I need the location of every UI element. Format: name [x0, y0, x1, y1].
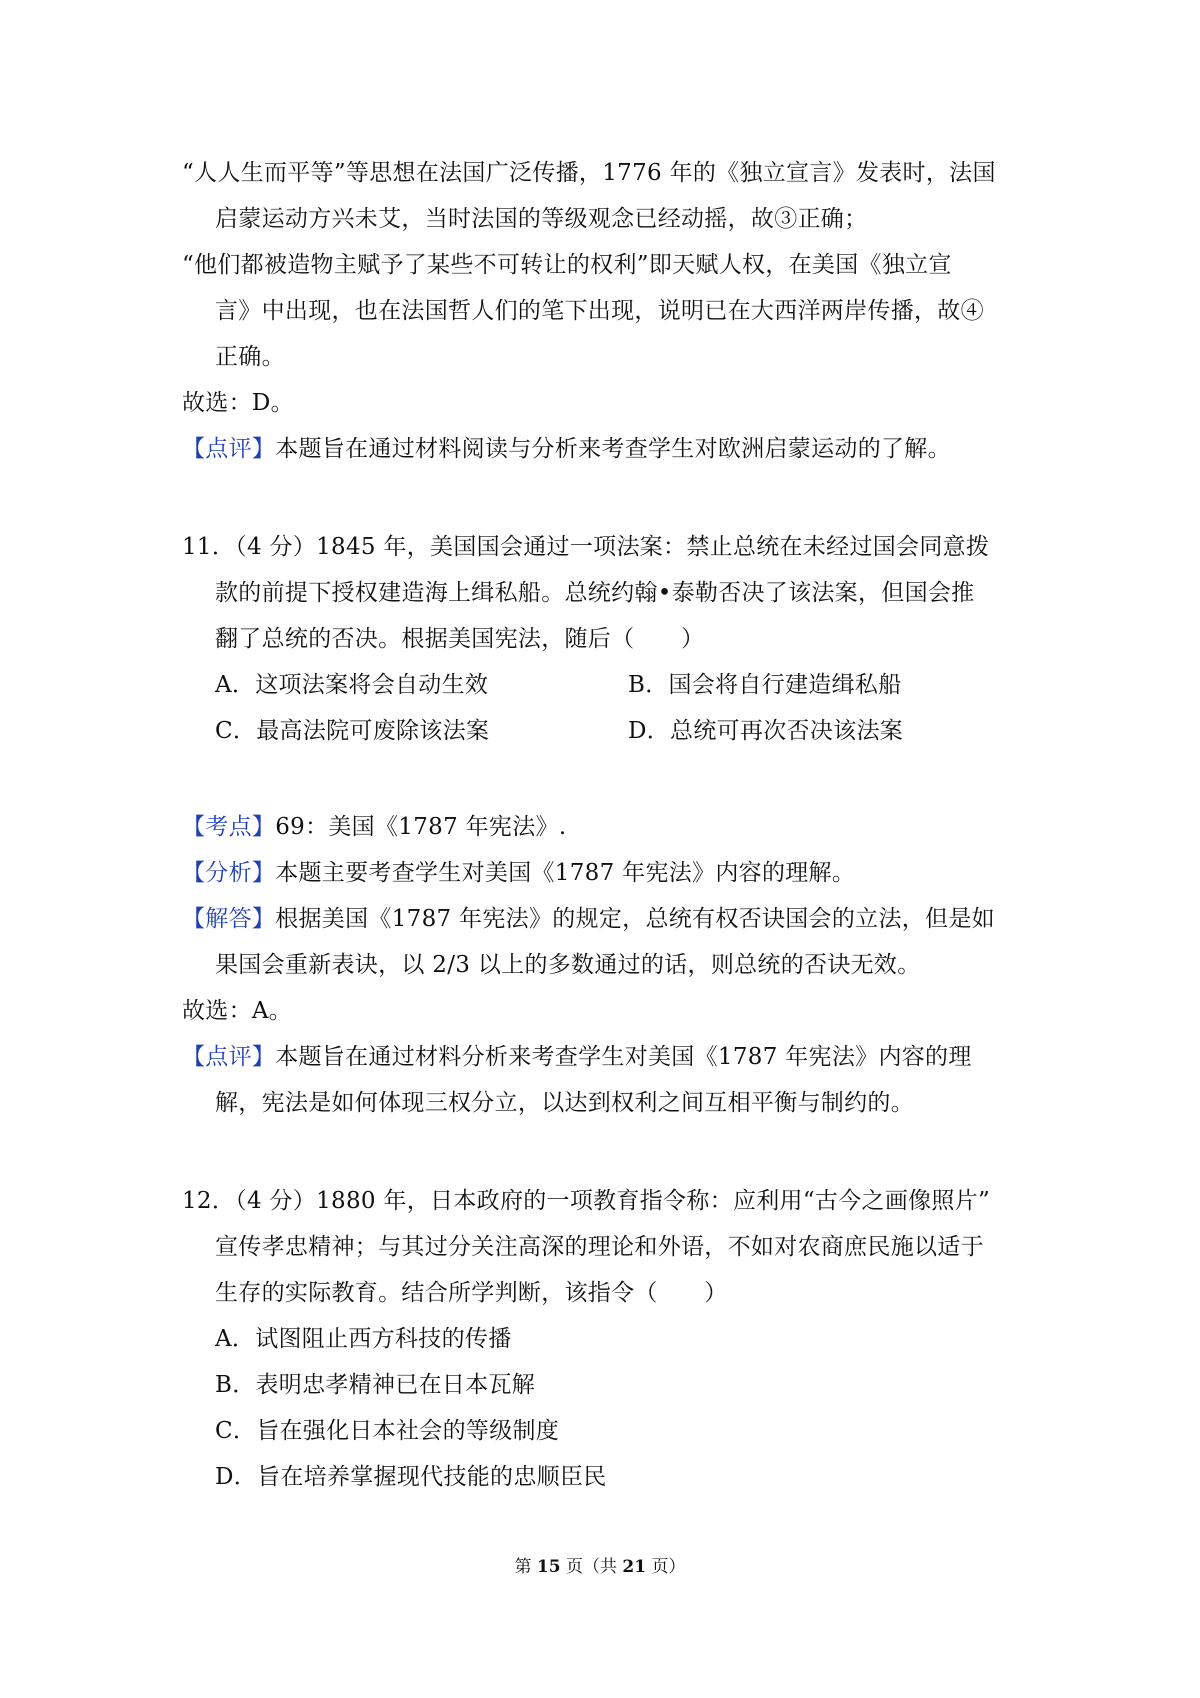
comment-text-1: 本题旨在通过材料分析来考查学生对美国《1787 年宪法》内容的理 — [275, 1044, 972, 1070]
kaodian-text: 69：美国《1787 年宪法》. — [275, 814, 567, 840]
page-number: 15 — [536, 1557, 561, 1577]
q11-kaodian — [182, 810, 566, 844]
prev-analysis-line-3: “他们都被造物主赋予了某些不可转让的权利”即天赋人权，在美国《独立宣 — [182, 252, 952, 278]
q11-stem-line-2: 款的前提下授权建造海上缉私船。总统约翰•泰勒否决了该法案，但国会推 — [215, 580, 975, 606]
prev-analysis-line-2: 启蒙运动方兴未艾，当时法国的等级观念已经动摇，故③正确； — [215, 206, 868, 232]
footer-middle: 页（共 — [560, 1557, 623, 1577]
q11-comment — [182, 1040, 972, 1074]
jieda-text-1: 根据美国《1787 年宪法》的规定，总统有权否诀国会的立法，但是如 — [275, 906, 995, 932]
q12-option-a: A．试图阻止西方科技的传播 — [215, 1326, 512, 1352]
prev-comment — [182, 432, 951, 466]
q11-jieda-line-2: 果国会重新表诀，以 2/3 以上的多数通过的话，则总统的否诀无效。 — [215, 952, 921, 978]
q11-comment-line-2: 解，宪法是如何体现三权分立，以达到权利之间互相平衡与制约的。 — [215, 1090, 914, 1116]
prev-analysis-line-4: 言》中出现，也在法国哲人们的笔下出现，说明已在大西洋两岸传播，故④ — [215, 298, 984, 324]
fenxi-text: 本题主要考查学生对美国《1787 年宪法》内容的理解。 — [275, 860, 856, 886]
q11-option-b: B．国会将自行建造缉私船 — [628, 672, 902, 698]
q12-option-c: C．旨在强化日本社会的等级制度 — [215, 1418, 560, 1444]
page-total: 21 — [622, 1557, 647, 1577]
prev-analysis-line-5: 正确。 — [215, 344, 285, 370]
q11-jieda — [182, 902, 995, 936]
q11-stem-line-1: 11．（4 分）1845 年，美国国会通过一项法案：禁止总统在未经过国会同意拨 — [182, 534, 990, 560]
page-footer — [0, 1555, 1200, 1579]
prev-answer: 故选：D。 — [182, 390, 294, 416]
prev-analysis-line-1: “人人生而平等”等思想在法国广泛传播，1776 年的《独立宣言》发表时，法国 — [182, 160, 996, 186]
footer-suffix: 页） — [646, 1557, 686, 1577]
q11-fenxi — [182, 856, 855, 890]
jieda-tag: 【解答】 — [182, 906, 276, 932]
q12-option-b: B．表明忠孝精神已在日本瓦解 — [215, 1372, 536, 1398]
q12-stem-line-3: 生存的实际教育。结合所学判断，该指令（ ） — [215, 1280, 728, 1306]
q11-stem-line-3: 翻了总统的否决。根据美国宪法，随后（ ） — [215, 626, 705, 652]
q11-option-d: D．总统可再次否决该法案 — [628, 718, 904, 744]
q11-option-c: C．最高法院可废除该法案 — [215, 718, 490, 744]
kaodian-tag: 【考点】 — [182, 814, 276, 840]
footer-prefix: 第 — [514, 1557, 537, 1577]
q12-stem-line-1: 12．（4 分）1880 年，日本政府的一项教育指令称：应利用“古今之画像照片” — [182, 1188, 991, 1214]
q12-stem-line-2: 宣传孝忠精神；与其过分关注高深的理论和外语，不如对农商庶民施以适于 — [215, 1234, 984, 1260]
comment-tag: 【点评】 — [182, 1044, 276, 1070]
q11-option-a: A．这项法案将会自动生效 — [215, 672, 489, 698]
q11-answer: 故选：A。 — [182, 998, 293, 1024]
comment-text: 本题旨在通过材料阅读与分析来考查学生对欧洲启蒙运动的了解。 — [275, 436, 951, 462]
comment-tag: 【点评】 — [182, 436, 276, 462]
q12-option-d: D．旨在培养掌握现代技能的忠顺臣民 — [215, 1464, 607, 1490]
fenxi-tag: 【分析】 — [182, 860, 276, 886]
